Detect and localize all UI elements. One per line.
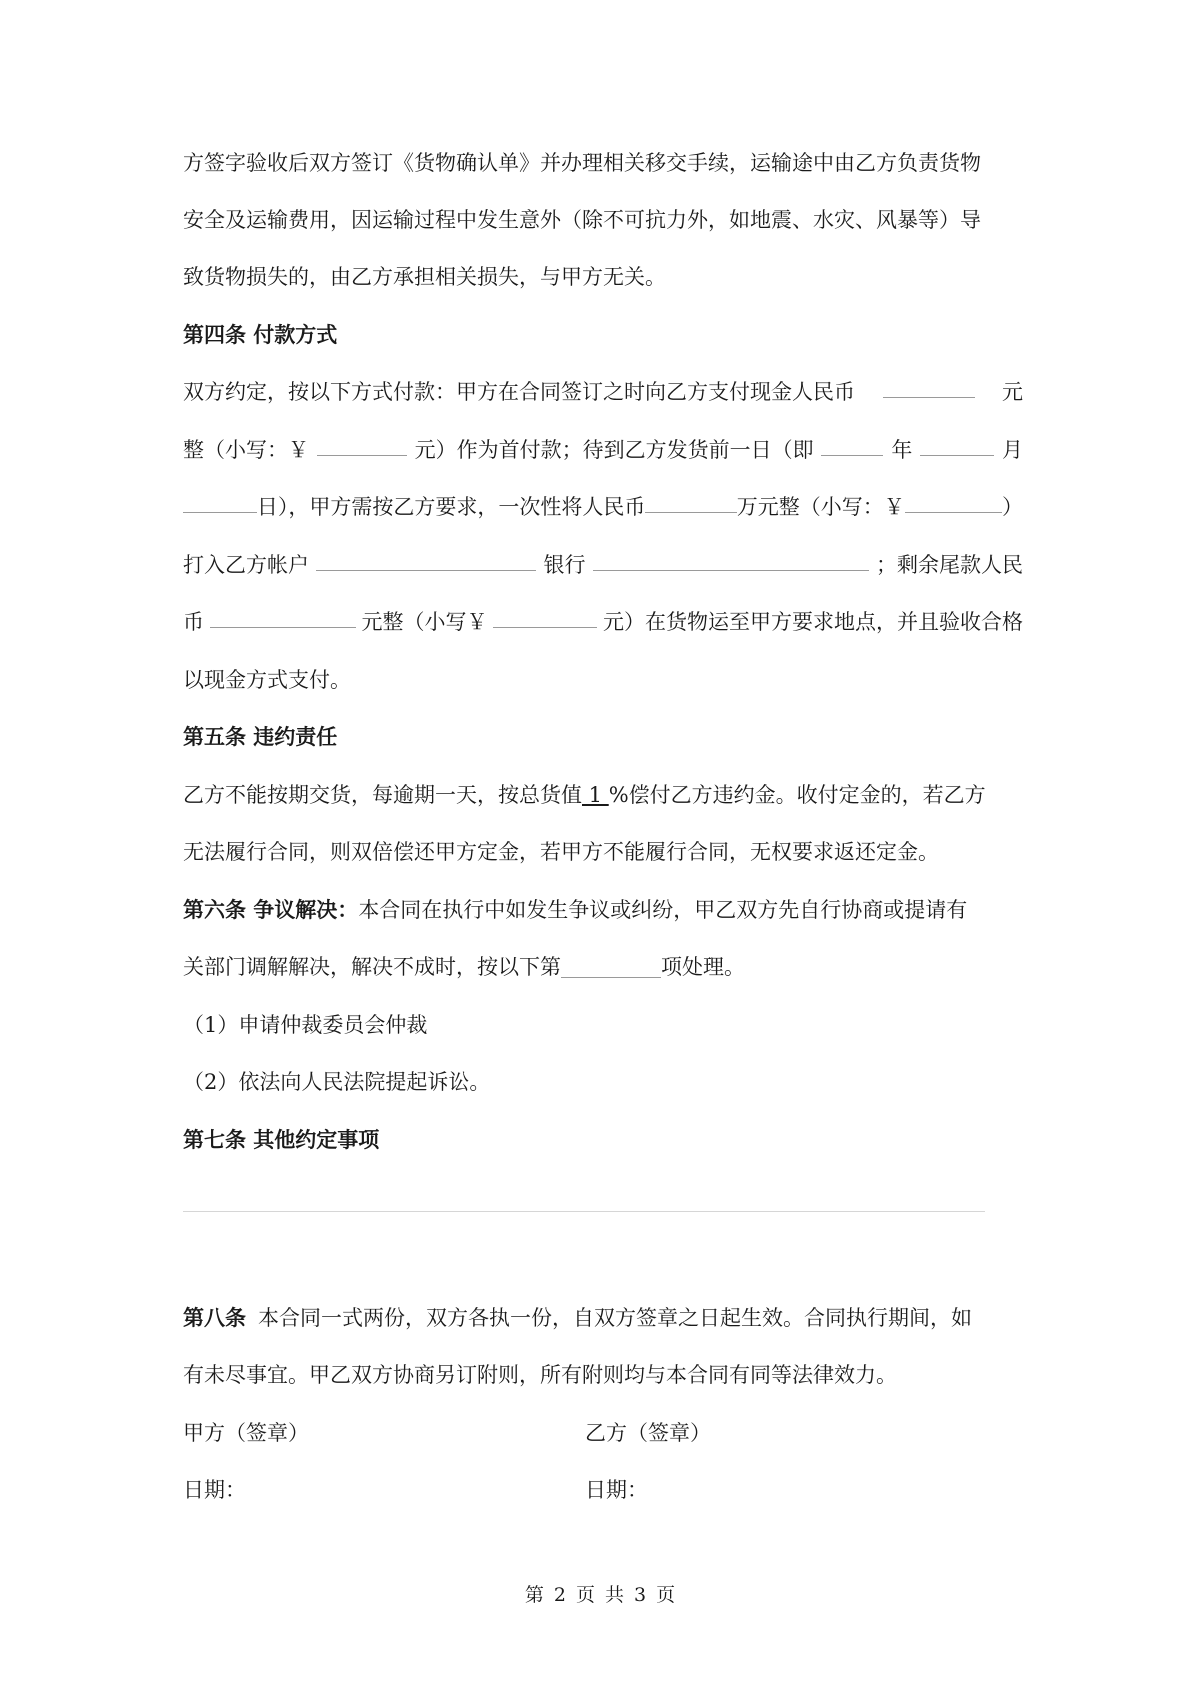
balance-small-blank[interactable] [493,607,597,628]
section4-line-2: 整（小写：￥ 元）作为首付款；待到乙方发货前一日（即 年 月 [183,435,1023,465]
section8-heading: 第八条 [183,1306,246,1330]
section6-line-1: 第六条 争议解决：本合同在执行中如发生争议或纠纷，甲乙双方先自行协商或提请有 [183,898,968,922]
section4-line-5: 币 元整（小写￥ 元）在货物运至甲方要求地点，并且验收合格 [183,607,1023,637]
section6-line-2: 关部门调解解决，解决不成时，按以下第 项处理。 [183,955,745,979]
section7-heading: 第七条 其他约定事项 [183,1128,380,1152]
month-blank[interactable] [920,435,994,456]
lump-sum-small-blank[interactable] [905,492,1002,513]
total-page-number: 3 [634,1584,647,1606]
section4-line-1: 双方约定，按以下方式付款：甲方在合同签订之时向乙方支付现金人民币 元 [183,377,1023,407]
section6-option-1: （1）申请仲裁委员会仲裁 [183,1013,428,1037]
other-terms-blank-line[interactable] [183,1211,985,1212]
section4-line-3: 日），甲方需按乙方要求，一次性将人民币 万元整（小写：￥ ） [183,492,1023,522]
party-a-date: 日期： [183,1478,246,1502]
section4-heading: 第四条 付款方式 [183,323,338,347]
lump-sum-blank[interactable] [645,492,736,513]
section5-heading: 第五条 违约责任 [183,725,338,749]
party-b-signature: 乙方（签章） [585,1421,711,1445]
section6-heading: 第六条 争议解决： [183,898,359,922]
bank-blank[interactable] [593,550,869,571]
page-footer: 第 2 页 共 3 页 [524,1584,676,1606]
section3-line-1: 方签字验收后双方签订《货物确认单》并办理相关移交手续，运输途中由乙方负责货物 [183,151,981,175]
party-a-signature: 甲方（签章） [183,1421,309,1445]
section3-line-3: 致货物损失的，由乙方承担相关损失，与甲方无关。 [183,265,666,289]
item-number-blank[interactable] [561,957,661,978]
amount-small-blank[interactable] [317,435,407,456]
day-blank[interactable] [183,492,257,513]
party-b-date: 日期： [585,1478,648,1502]
section4-line-4: 打入乙方帐户 银行 ；剩余尾款人民 [183,550,1023,580]
section6-option-2: （2）依法向人民法院提起诉讼。 [183,1070,491,1094]
section8-line-1: 第八条 本合同一式两份，双方各执一份，自双方签章之日起生效。合同执行期间，如 [183,1306,972,1330]
account-blank[interactable] [316,550,536,571]
section5-line-2: 无法履行合同，则双倍偿还甲方定金，若甲方不能履行合同，无权要求返还定金。 [183,840,939,864]
section3-line-2: 安全及运输费用，因运输过程中发生意外（除不可抗力外，如地震、水灾、风暴等）导 [183,208,981,232]
section8-line-2: 有未尽事宜。甲乙双方协商另订附则，所有附则均与本合同有同等法律效力。 [183,1363,897,1387]
section5-line-1: 乙方不能按期交货，每逾期一天，按总货值 1 %偿付乙方违约金。收付定金的，若乙方 [183,783,986,807]
amount-blank[interactable] [883,377,975,398]
current-page-number: 2 [553,1584,566,1606]
penalty-rate: 1 [582,783,609,807]
year-blank[interactable] [821,435,883,456]
balance-blank[interactable] [210,607,356,628]
section4-line-6: 以现金方式支付。 [183,668,351,692]
